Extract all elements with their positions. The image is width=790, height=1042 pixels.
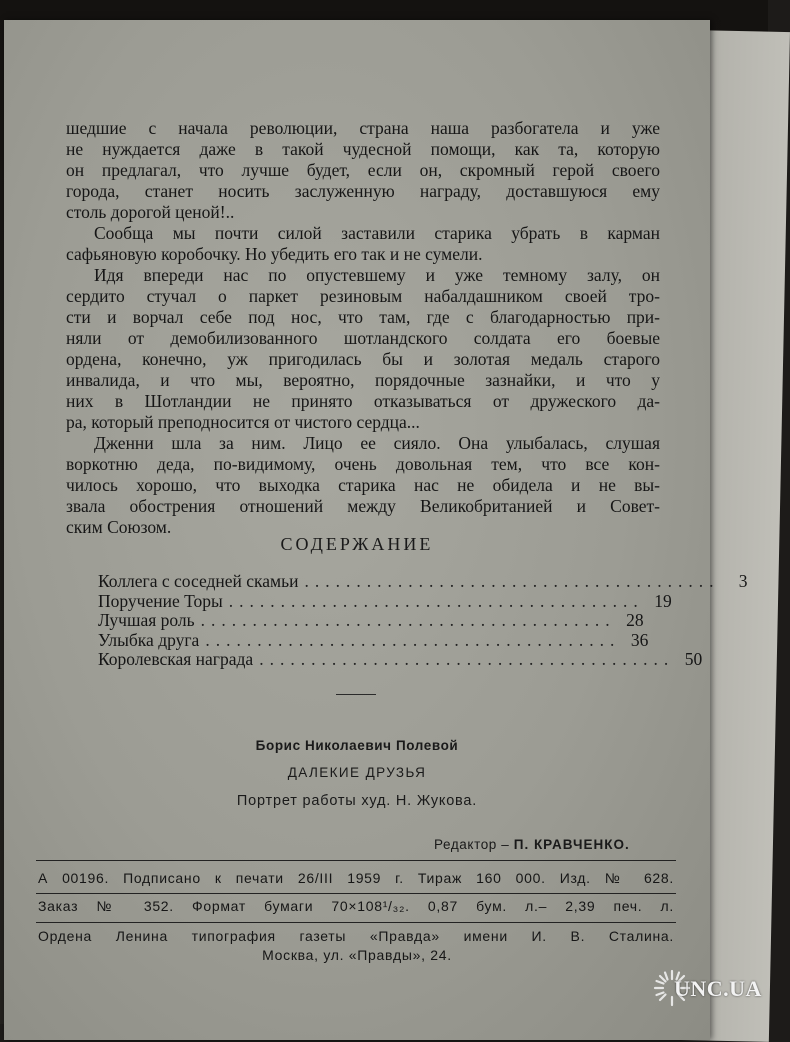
text-line: няли от демобилизованного шотландского солдата его боевые	[66, 328, 660, 348]
imprint-rule-bottom	[36, 922, 676, 923]
watermark-text: UNC.UA	[674, 976, 762, 1001]
book-title: ДАЛЕКИЕ ДРУЗЬЯ	[287, 765, 427, 780]
toc-leader-dots: ........................................	[200, 610, 616, 630]
text-line: шедшие с начала революции, страна наша разбогатела и уже	[66, 118, 660, 138]
text-line: сти и ворчал себе под нос, что там, где с благодарностью при-	[66, 307, 660, 327]
text-line: столь дорогой ценой!..	[66, 202, 235, 222]
toc-leader-dots: ........................................	[228, 590, 644, 611]
story-text	[66, 118, 660, 538]
text-line: звала обострения отношений между Великобританией и Совет-	[66, 496, 660, 516]
imprint-rule-top	[36, 860, 676, 861]
portrait-credit: Портрет работы худ. Н. Жукова.	[236, 793, 478, 809]
editor-credit	[434, 837, 630, 852]
text-line: чилось хорошо, что выходка старика нас не обидела и не вы-	[66, 475, 660, 495]
toc-heading: СОДЕРЖАНИЕ	[280, 534, 434, 554]
toc-entry-title: Коллега с соседней скамьи	[98, 571, 299, 591]
imprint-line: А 00196. Подписано к печати 26/III 1959 г. Тираж 160 000. Изд. № 628.	[38, 870, 674, 886]
toc-leader-dots: ........................................	[205, 629, 621, 650]
imprint-line: Заказ № 352. Формат бумаги 70×108¹/₃₂. 0,87 бум. л.– 2,39 печ. л.	[38, 898, 674, 914]
printer-address: Москва, ул. «Правды», 24.	[262, 947, 452, 963]
toc-entry-page: 3	[738, 571, 748, 591]
section-divider	[336, 694, 376, 695]
text-line: воркотню деда, по-видимому, очень довольная тем, что все кон-	[66, 454, 660, 474]
toc-entry	[98, 610, 644, 631]
toc-entry-page: 19	[654, 590, 672, 611]
table-of-contents	[98, 571, 748, 670]
toc-entry-page: 36	[630, 629, 649, 650]
text-line: не нуждается даже в такой чудесной помощи, как та, которую	[66, 139, 660, 159]
toc-leader-dots: ........................................	[259, 649, 675, 669]
author-name: Борис Николаевич Полевой	[255, 738, 459, 753]
text-line: них в Шотландии не принято отказываться от дружеского да-	[66, 391, 660, 411]
editor-name: П. КРАВЧЕНКО.	[513, 837, 630, 852]
toc-entry-page: 50	[684, 649, 703, 669]
text-line: ским Союзом.	[66, 517, 172, 537]
toc-entry	[98, 649, 703, 670]
printer-line: Ордена Ленина типография газеты «Правда» имени И. В. Сталина.	[38, 928, 674, 944]
text-line: сафьяновую коробочку. Но убедить его так и не сумели.	[66, 244, 483, 264]
toc-entry-page: 28	[626, 610, 644, 630]
text-line: ра, который преподносится от чистого сердца...	[66, 412, 420, 432]
text-line: сердито стучал о паркет резиновым набалдашником своей тро-	[66, 286, 660, 306]
toc-entry	[98, 629, 649, 651]
text-line: города, станет носить заслуженную награду, доставшуюся ему	[66, 181, 660, 201]
editor-label: Редактор –	[434, 837, 510, 852]
toc-entry-title: Лучшая роль	[98, 610, 195, 630]
toc-leader-dots: ........................................	[304, 571, 720, 591]
text-line: Сообща мы почти силой заставили старика убрать в карман	[94, 223, 660, 243]
toc-entry-title: Королевская награда	[98, 649, 254, 669]
toc-entry	[98, 590, 672, 612]
toc-entry-title: Улыбка друга	[98, 629, 200, 650]
toc-entry-title: Поручение Торы	[98, 590, 223, 611]
imprint-rule-middle	[36, 893, 676, 894]
text-line: Идя впереди нас по опустевшему и уже темному залу, он	[94, 265, 660, 285]
text-line: инвалида, и что мы, вероятно, порядочные зазнайки, и что у	[66, 370, 660, 390]
watermark	[652, 968, 762, 1012]
text-line: ордена, конечно, уж пригодилась бы и золотая медаль старого	[66, 349, 660, 369]
text-line: он предлагал, что лучше будет, если он, скромный герой своего	[66, 160, 660, 180]
toc-entry	[98, 571, 748, 592]
text-line: Дженни шла за ним. Лицо ее сияло. Она улыбалась, слушая	[94, 433, 660, 453]
